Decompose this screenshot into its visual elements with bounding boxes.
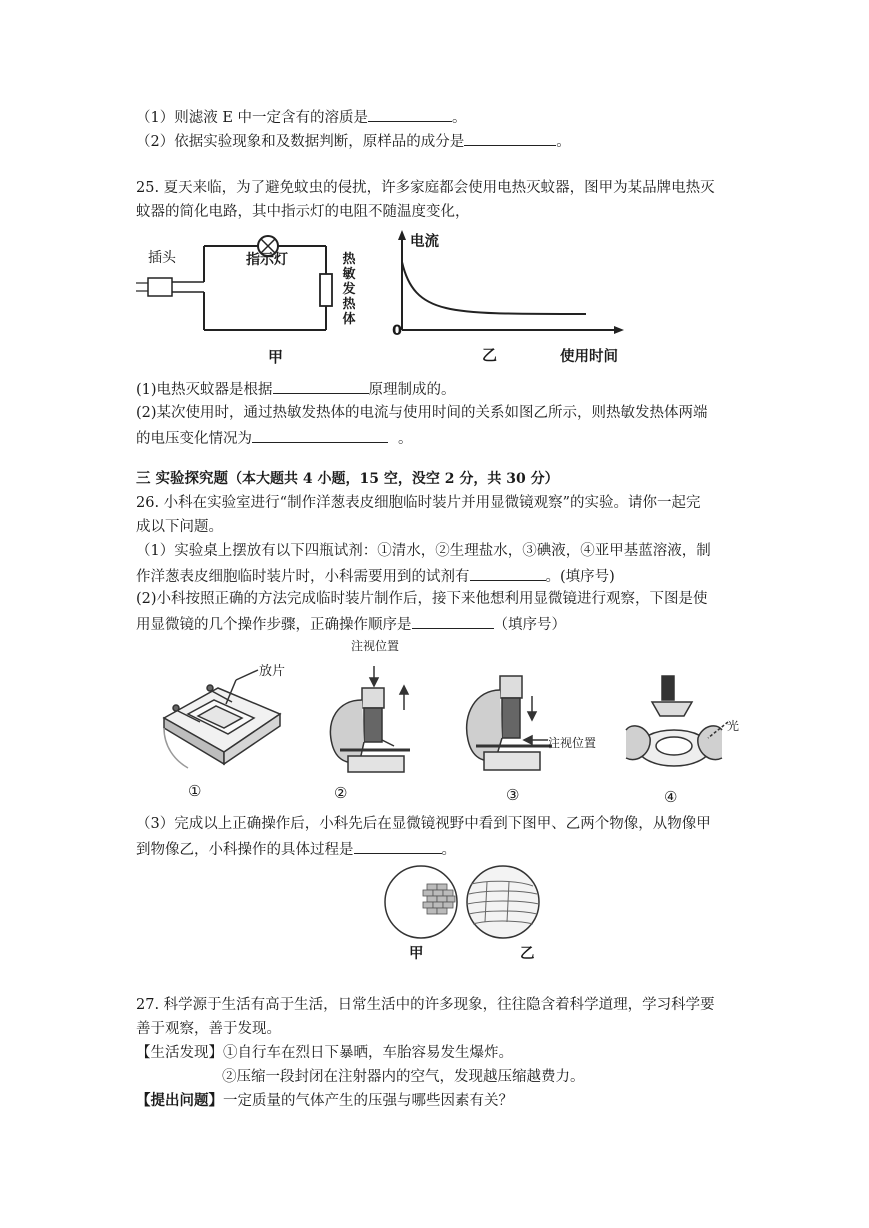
q26-sub1-text: 作洋葱表皮细胞临时装片时，小科需要用到的试剂有	[136, 569, 470, 585]
section-3-heading	[136, 469, 559, 489]
q25-stem-line2: 蚊器的简化电路，其中指示灯的电阻不随温度变化，	[136, 204, 470, 220]
ask-question-text: 一定质量的气体产生的压强与哪些因素有关？	[223, 1093, 513, 1109]
q25-sub1-text: (1)电热灭蚊器是根据	[136, 382, 273, 398]
watch-position-side-label: 注视位置	[548, 736, 597, 750]
section-3-note: （本大题共 4 小题，15 空，没空 2 分，共 30 分）	[228, 471, 559, 487]
step-number: ①	[188, 782, 202, 800]
q27-finding-1	[136, 1043, 513, 1063]
step-number: ④	[664, 788, 678, 806]
q26-sub3-text: 到物像乙，小科操作的具体过程是	[136, 842, 354, 858]
q26-sub2-text: 用显微镜的几个操作步骤，正确操作顺序是	[136, 617, 412, 633]
q24-sub1	[136, 106, 467, 128]
answer-blank[interactable]	[470, 565, 546, 581]
heater-char: 敏	[342, 267, 356, 282]
q27-finding-2: ②压缩一段封闭在注射器内的空气，发现越压缩越费力。	[222, 1069, 585, 1085]
heater-label	[341, 252, 357, 327]
answer-blank[interactable]	[252, 427, 388, 443]
heater-char: 热	[342, 252, 356, 267]
answer-blank[interactable]	[273, 378, 369, 394]
step2-microscope-figure	[320, 660, 430, 780]
q24-sub2	[136, 130, 571, 152]
q26-sub3-end: 。	[441, 842, 456, 858]
life-finding-label: 【生活发现】	[136, 1045, 223, 1061]
step3-microscope-figure	[456, 660, 576, 780]
q26-stem-line1: 26. 小科在实验室进行“制作洋葱表皮细胞临时装片并用显微镜观察”的实验。请你一起完	[136, 495, 701, 511]
step-number: ②	[334, 784, 348, 802]
answer-blank[interactable]	[464, 130, 556, 146]
q24-sub1-text: （1）则滤液 E 中一定含有的溶质是	[136, 110, 369, 126]
q25-sub2-line2	[136, 427, 413, 449]
q26-sub1-line2	[136, 565, 615, 587]
graph-origin: 0	[392, 323, 403, 339]
answer-blank[interactable]	[354, 838, 442, 854]
graph-x-label: 使用时间	[560, 349, 618, 365]
light-label: 光	[727, 719, 740, 733]
q27-stem-line2: 善于观察，善于发现。	[136, 1021, 281, 1037]
figure-jia-caption: 甲	[268, 348, 284, 366]
plug-label: 插头	[148, 250, 176, 266]
q25-sub2-end: 。	[398, 431, 413, 447]
q25-sub2-line1: (2)某次使用时，通过热敏发热体的电流与使用时间的关系如图乙所示，则热敏发热体两端	[136, 405, 708, 421]
lamp-label: 指示灯	[246, 252, 288, 268]
q25-sub1	[136, 378, 456, 400]
q24-sub2-end: 。	[556, 134, 571, 150]
q27-question	[136, 1091, 513, 1111]
q24-sub2-text: （2）依据实验现象和及数据判断，原样品的成分是	[136, 134, 465, 150]
q24-sub1-end: 。	[452, 110, 467, 126]
watch-position-top-label: 注视位置	[351, 639, 400, 653]
put-slide-label: 放片	[259, 664, 286, 679]
q26-sub2-line2	[136, 613, 566, 635]
answer-blank[interactable]	[412, 613, 494, 629]
finding-1-text: ①自行车在烈日下暴晒，车胎容易发生爆炸。	[223, 1045, 513, 1061]
q25-stem-line1: 25. 夏天来临，为了避免蚊虫的侵扰，许多家庭都会使用电热灭蚊器，图甲为某品牌电热灭	[136, 180, 715, 196]
q26-stem-line2: 成以下问题。	[136, 519, 223, 535]
q26-sub3-line1: （3）完成以上正确操作后，小科先后在显微镜视野中看到下图甲、乙两个物像，从物像甲	[136, 816, 711, 832]
step-number: ③	[506, 786, 520, 804]
section-3-title: 三 实验探究题	[136, 470, 229, 487]
heater-char: 热	[342, 297, 356, 312]
view-yi-label: 乙	[520, 946, 535, 962]
q25-sub2-text: 的电压变化情况为	[136, 431, 252, 447]
q26-sub1-line1: （1）实验桌上摆放有以下四瓶试剂：①清水，②生理盐水，③碘液，④亚甲基蓝溶液，制	[136, 543, 711, 559]
ask-question-label: 【提出问题】	[136, 1092, 223, 1109]
heater-char: 发	[342, 282, 356, 297]
microscope-views-figure	[383, 862, 543, 944]
q25-sub1-end: 原理制成的。	[368, 382, 456, 398]
view-jia-label: 甲	[409, 946, 424, 962]
heater-char: 体	[342, 312, 356, 327]
q26-sub3-line2	[136, 838, 456, 860]
q26-sub2-end: （填序号）	[493, 617, 566, 633]
graph-y-label: 电流	[410, 234, 439, 250]
q26-sub2-line1: (2)小科按照正确的方法完成临时装片制作后，接下来他想利用显微镜进行观察，下图是使	[136, 591, 708, 607]
q27-stem-line1: 27. 科学源于生活有高于生活，日常生活中的许多现象，往往隐含着科学道理，学习科学要	[136, 997, 715, 1013]
answer-blank[interactable]	[368, 106, 452, 122]
figure-yi-caption: 乙	[482, 346, 498, 364]
q26-sub1-end: 。(填序号)	[545, 569, 615, 585]
